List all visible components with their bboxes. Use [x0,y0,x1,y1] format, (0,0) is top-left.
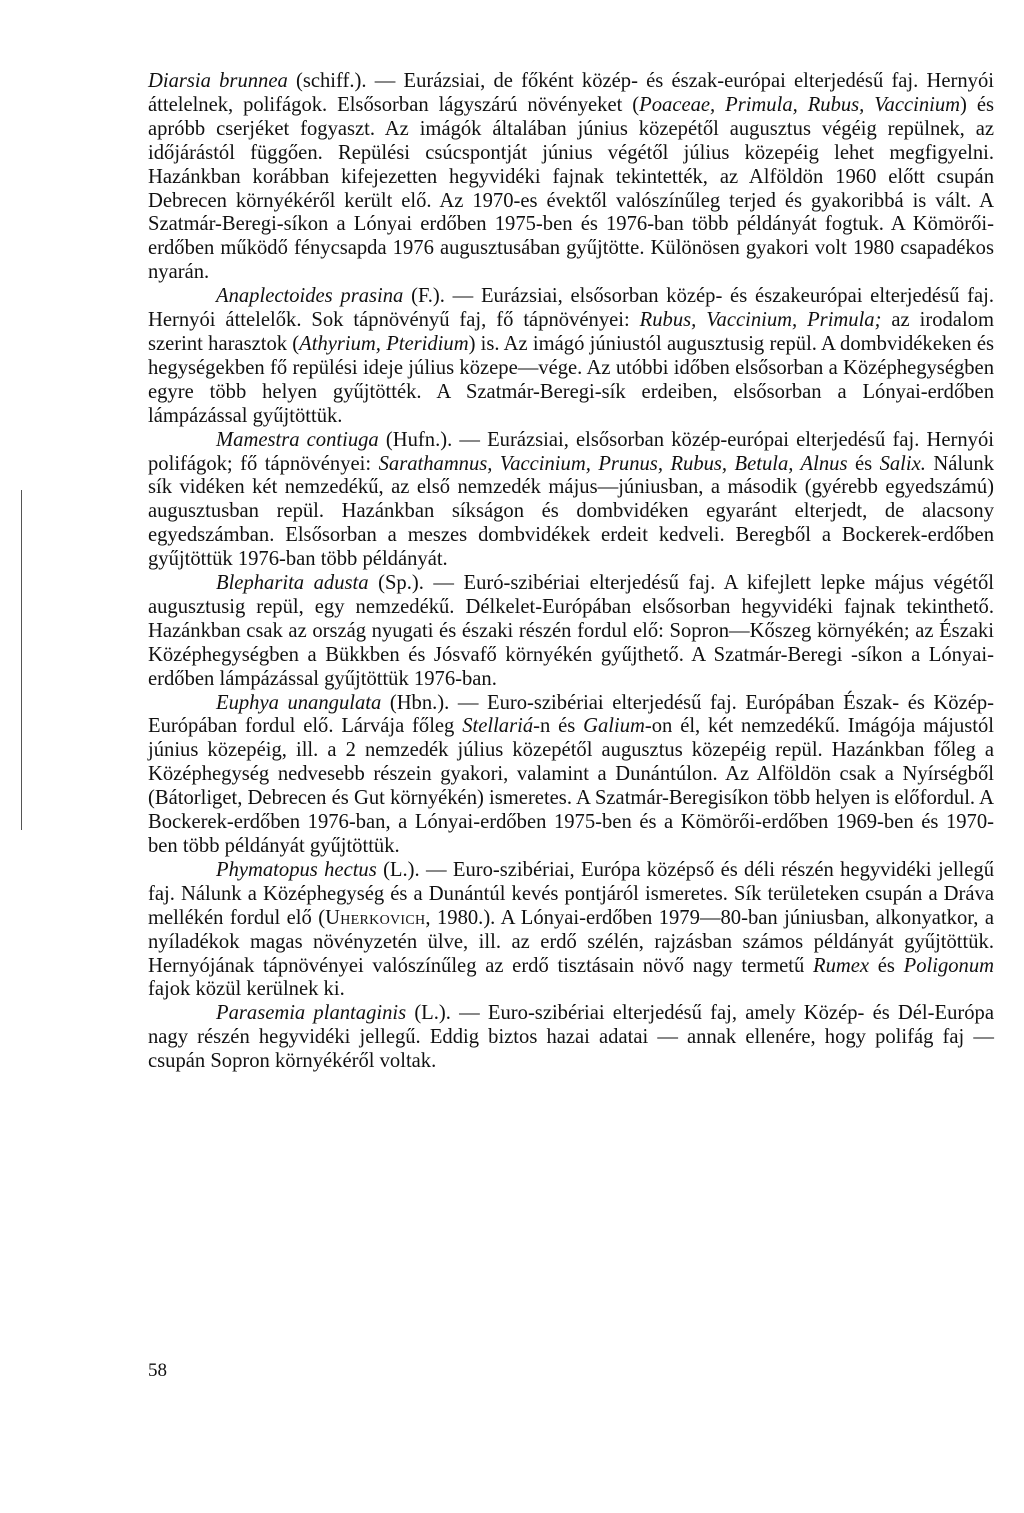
text-run: és [869,954,904,977]
text-run: és [847,452,880,475]
species-name: Phymatopus hectus [216,858,377,881]
species-name: Anaplectoides prasina [216,285,404,308]
paragraph-phymatopus-hectus [148,859,994,1002]
text-run: (Hufn.). — Eurázsiai, elsősorban közép-európai elterjedésű faj. Hernyói polifágok; fő tápnövényei: [148,428,995,475]
species-name: Rubus, Vaccinium, Primula; [639,309,882,332]
text-run: (L.). — Euro-szibériai, Európa középső és déli részén hegyvidéki jellegű faj. Nálunk a Középhegység és a Dunántúl kevés pontjáról ismeretes. Sík területeken csupán a Dráva mellékén fordul elő ( [148,858,994,929]
paragraph-euphya-unangulata [148,692,994,859]
species-name: Parasemia plantaginis [216,1002,407,1025]
document-body [148,70,994,1074]
paragraph-parasemia-plantaginis [148,1002,994,1074]
species-name: Euphya unangulata [216,691,382,714]
text-run: (L.). — Euro-szibériai elterjedésű faj, amely Közép- és Dél-Európa nagy részén hegyvidéki jellegű. Eddig biztos hazai adatai — annak ellenére, hogy polifág faj — csupán Sopron környékéről voltak. [148,1002,994,1073]
species-name: Mamestra contiuga [216,428,379,451]
text-run: Nálunk sík vidéken két nemzedékű, az első nemzedék május—júniusban, a második (gyérebb egyedszámú) augusztusban repül. Hazánkban síkságon és dombvidéken egyaránt elterjedt, de alacsony egyedszámban. Elsősorban a meszes dombvidékek erdeit kedveli. Beregből a Bockerek-erdőben gyűjtöttük 1976-ban több példányát. [148,452,995,571]
text-run: (schiff.). — Eurázsiai, de főként közép- és észak-európai elterjedésű faj. Hernyói áttelelnek, polifágok. Elsősorban lágyszárú növényeket ( [148,70,994,116]
species-name: Salix. [879,452,926,475]
species-name: Galium [583,715,645,738]
page-number: 58 [148,1360,167,1381]
text-run: fajok közül kerülnek ki. [148,978,345,1001]
text-run: -on él, két nemzedékű. Imágója májustól június közepéig, ill. a 2 nemzedék július közepétől augusztus közepéig repül. Hazánkban főleg a Középhegység nedvesebb részein gyakori, valamint a Dunántúlon. Az Alföldön csak a Nyírségből (Bátorliget, Debrecen és Gut környékén) ismeretes. A Szatmár-Beregisíkon több helyen is előfordul. A Bockerek-erdőben 1976-ban, a Lónyai-erdőben 1975-ben és a Kömörői-erdőben 1969-ben és 1970-ben több példányát gyűjtöttük. [148,715,995,857]
species-name: Blepharita adusta [216,572,369,595]
author-citation: Uherkovich [325,906,426,929]
species-name: Poaceae, Primula, Rubus, Vaccinium [639,93,961,116]
species-name: Sarathamnus, Vaccinium, Prunus, Rubus, Betula, Alnus [378,452,848,475]
text-run: ) is. Az imágó júniustól augusztusig repül. A dombvidékeken és hegységekben fő repülési ideje július közepe—vége. Az utóbbi időben elsősorban a Középhegységben egyre több helyen gyűjtötték. A Szatmár-Beregi-sík erdeiben, elsősorban a Lónyai-erdőben lámpázással gyűjtöttük. [148,332,994,427]
paragraph-diarsia-brunnea [148,70,994,285]
species-name: Poligonum [903,954,995,977]
paragraph-mamestra-contiuga [148,429,994,572]
paragraph-anaplectoides-prasina [148,285,994,428]
text-run: (F.). — Eurázsiai, elsősorban közép- és északeurópai elterjedésű faj. Hernyói áttelelők. Sok tápnövényű faj, fő tápnövényei: [148,285,994,332]
species-name: Athyrium, Pteridium [299,332,469,355]
species-name: Stellariá [462,715,534,738]
text-run: (Hbn.). — Euro-szibériai elterjedésű faj. Európában Észak- és Közép-Európában fordul elő. Lárvája főleg [148,691,995,738]
species-name: Rumex [813,954,870,977]
text-run: -n és [533,715,584,738]
text-run: (Sp.). — Euró-szibériai elterjedésű faj. A kifejlett lepke május végétől augusztusig repül, egy nemzedékű. Délkelet-Európában elsősorban hegyvidéki fajnak tekinthető. Hazánkban csak az ország nyugati és északi részén fordul elő: Sopron—Kőszeg környékén; az Északi Középhegységben a Bükkben és Jósvafő környékén gyűjthető. A Szatmár-Beregi -síkon a Lónyai-erdőben lámpázással gyűjtöttük 1976-ban. [148,572,994,690]
text-run: ) és apróbb cserjéket fogyaszt. Az imágók általában június közepétől augusztus végéig repülnek, az időjárástól függően. Repülési csúcspontját június végétől július közepéig lehet megfigyelni. Hazánkban korábban kifejezetten hegyvidéki fajnak tekintették, az Alföldön 1960 előtt csupán Debrecen környékéről került elő. Az 1970-es évektől valószínűleg terjed és gyakoribbá is vált. A Szatmár-Beregi-síkon a Lónyai erdőben 1975-ben és 1976-ban több példányát fogtuk. A Kömörői-erdőben működő fénycsapda 1976 augusztusában gyűjtötte. Különösen gyakori volt 1980 csapadékos nyarán. [148,93,994,284]
margin-rule [21,490,22,830]
species-name: Diarsia brunnea [148,70,288,92]
text-run: , 1980.). A Lónyai-erdőben 1979—80-ban júniusban, alkonyatkor, a nyíladékok magas növényzetén ülve, ill. az erdő szélén, rajzásban számos példányát gyűjtöttük. Hernyójának tápnövényei valószínűleg az erdő tisztásain növő nagy termetű [148,906,994,977]
text-run: az irodalom szerint harasztok ( [148,309,994,355]
paragraph-blepharita-adusta [148,572,994,692]
